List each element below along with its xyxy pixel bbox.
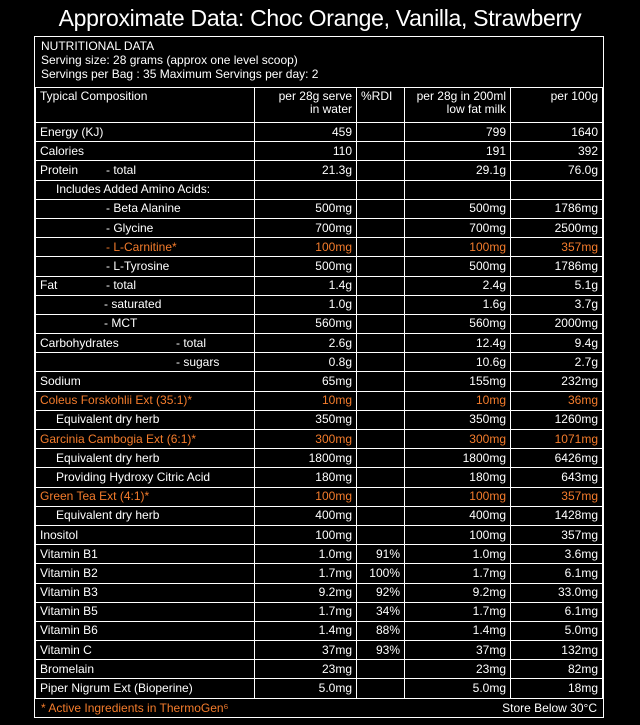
cell-c4: 2.4g (405, 276, 511, 295)
cell-c3 (357, 161, 405, 180)
cell-c5: 643mg (511, 468, 603, 487)
table-row (36, 372, 603, 391)
row-label-text: Equivalent dry herb (56, 508, 160, 523)
row-label (36, 257, 255, 276)
cell-c2: 65mg (255, 372, 357, 391)
cell-c2: 100mg (255, 487, 357, 506)
cell-c4: 350mg (405, 410, 511, 429)
table-row (36, 334, 603, 353)
row-label-text: Garcinia Cambogia Ext (6:1)* (40, 431, 197, 446)
cell-c3 (357, 410, 405, 429)
storage-note: Store Below 30°C (502, 700, 597, 715)
cell-c3 (357, 314, 405, 333)
cell-c5: 82mg (511, 660, 603, 679)
row-label (36, 430, 255, 449)
cell-c5: 3.6mg (511, 545, 603, 564)
servings-per-bag: Servings per Bag : 35 Maximum Servings per day: 2 (41, 67, 319, 81)
cell-c3 (357, 487, 405, 506)
header-per-serve-water-line1: per 28g serve (278, 89, 352, 103)
nutrition-info (35, 37, 603, 87)
cell-c2: 1.7mg (255, 564, 357, 583)
cell-c5: 1071mg (511, 430, 603, 449)
cell-c3: 34% (357, 602, 405, 621)
serving-size: Serving size: 28 grams (approx one level scoop) (41, 53, 298, 67)
row-label-text: - L-Carnitine* (106, 239, 177, 254)
cell-c4: 700mg (405, 218, 511, 237)
row-label (36, 276, 255, 295)
row-label-text: Bromelain (40, 661, 95, 676)
table-row (36, 410, 603, 429)
cell-c5: 3.7g (511, 295, 603, 314)
row-label (36, 506, 255, 525)
row-label (36, 238, 255, 257)
cell-c5: 33.0mg (511, 583, 603, 602)
row-label (36, 123, 255, 142)
cell-c3 (357, 295, 405, 314)
cell-c4: 155mg (405, 372, 511, 391)
table-row (36, 525, 603, 544)
table-row (36, 123, 603, 142)
row-label (36, 410, 255, 429)
cell-c5: 1428mg (511, 506, 603, 525)
table-row (36, 449, 603, 468)
table-row (36, 545, 603, 564)
cell-c4: 300mg (405, 430, 511, 449)
cell-c4: 191 (405, 142, 511, 161)
cell-c5: 1786mg (511, 199, 603, 218)
cell-c2: 0.8g (255, 353, 357, 372)
cell-c5: 357mg (511, 238, 603, 257)
header-per-100g: per 100g (511, 88, 603, 123)
table-row (36, 621, 603, 640)
row-label-text: Green Tea Ext (4:1)* (40, 489, 150, 504)
cell-c3 (357, 430, 405, 449)
cell-c4: 12.4g (405, 334, 511, 353)
cell-c5: 5.1g (511, 276, 603, 295)
cell-c2: 400mg (255, 506, 357, 525)
cell-c4: 37mg (405, 641, 511, 660)
table-row (36, 257, 603, 276)
cell-c2: 1.4mg (255, 621, 357, 640)
row-label-text: - L-Tyrosine (106, 258, 170, 273)
cell-c5: 76.0g (511, 161, 603, 180)
header-rdi: %RDI (357, 88, 405, 123)
table-row (36, 564, 603, 583)
cell-c4: 1.6g (405, 295, 511, 314)
cell-c5: 2000mg (511, 314, 603, 333)
row-label-text: Sodium (40, 374, 81, 389)
row-label-text: Providing Hydroxy Citric Acid (56, 469, 211, 484)
table-header-row (36, 88, 603, 123)
cell-c2: 2.6g (255, 334, 357, 353)
header-per-serve-milk-line2: low fat milk (446, 102, 506, 116)
table-row (36, 180, 603, 199)
cell-c2: 500mg (255, 199, 357, 218)
cell-c3 (357, 257, 405, 276)
cell-c3 (357, 180, 405, 199)
cell-c2: 180mg (255, 468, 357, 487)
row-label (36, 372, 255, 391)
row-label-text: Vitamin B3 (40, 585, 98, 600)
cell-c3 (357, 218, 405, 237)
cell-c3: 88% (357, 621, 405, 640)
cell-c5: 6.1mg (511, 602, 603, 621)
row-label-text: Equivalent dry herb (56, 450, 160, 465)
row-sublabel: - total (106, 162, 137, 177)
cell-c2: 350mg (255, 410, 357, 429)
table-row (36, 602, 603, 621)
cell-c3 (357, 679, 405, 698)
cell-c2: 1.4g (255, 276, 357, 295)
cell-c5: 6426mg (511, 449, 603, 468)
nutrition-table (35, 87, 603, 699)
table-row (36, 391, 603, 410)
cell-c2: 500mg (255, 257, 357, 276)
row-label (36, 660, 255, 679)
table-row (36, 238, 603, 257)
table-row (36, 218, 603, 237)
row-label (36, 621, 255, 640)
row-label-text: - Beta Alanine (106, 201, 181, 216)
row-label (36, 679, 255, 698)
table-row (36, 487, 603, 506)
row-label-text: Vitamin B1 (40, 546, 98, 561)
table-row (36, 199, 603, 218)
page-title: Approximate Data: Choc Orange, Vanilla, Strawberry (58, 5, 582, 31)
cell-c3: 92% (357, 583, 405, 602)
row-label-text: - sugars (176, 354, 220, 369)
cell-c2: 37mg (255, 641, 357, 660)
cell-c4 (405, 180, 511, 199)
cell-c4: 100mg (405, 238, 511, 257)
row-label (36, 161, 255, 180)
cell-c3 (357, 276, 405, 295)
cell-c2: 9.2mg (255, 583, 357, 602)
cell-c2: 23mg (255, 660, 357, 679)
cell-c2: 10mg (255, 391, 357, 410)
cell-c5: 6.1mg (511, 564, 603, 583)
row-label (36, 468, 255, 487)
cell-c3 (357, 525, 405, 544)
cell-c2: 110 (255, 142, 357, 161)
header-per-serve-water (255, 88, 357, 123)
cell-c3 (357, 199, 405, 218)
row-label (36, 295, 255, 314)
cell-c4: 10mg (405, 391, 511, 410)
row-sublabel: - total (176, 335, 207, 350)
row-label-text: Calories (40, 143, 85, 158)
row-label-text: - saturated (104, 297, 162, 312)
table-row (36, 506, 603, 525)
table-row (36, 295, 603, 314)
row-label-text: Vitamin C (40, 642, 92, 657)
table-row (36, 353, 603, 372)
cell-c5: 232mg (511, 372, 603, 391)
cell-c4: 180mg (405, 468, 511, 487)
cell-c2: 21.3g (255, 161, 357, 180)
cell-c2: 100mg (255, 238, 357, 257)
cell-c5: 36mg (511, 391, 603, 410)
cell-c4: 500mg (405, 199, 511, 218)
cell-c4: 100mg (405, 525, 511, 544)
row-label-text: - MCT (104, 316, 138, 331)
row-label (36, 391, 255, 410)
row-label (36, 314, 255, 333)
cell-c4: 799 (405, 123, 511, 142)
header-per-serve-milk (405, 88, 511, 123)
row-label-text: Vitamin B5 (40, 604, 98, 619)
row-label (36, 545, 255, 564)
cell-c4: 9.2mg (405, 583, 511, 602)
cell-c5: 2500mg (511, 218, 603, 237)
row-label (36, 487, 255, 506)
table-row (36, 142, 603, 161)
cell-c4: 560mg (405, 314, 511, 333)
nutrition-panel (34, 36, 604, 718)
row-label (36, 564, 255, 583)
row-label (36, 525, 255, 544)
cell-c5: 18mg (511, 679, 603, 698)
table-row (36, 161, 603, 180)
header-per-serve-water-line2: in water (309, 102, 352, 116)
row-label-text: Includes Added Amino Acids: (56, 182, 211, 197)
cell-c3 (357, 238, 405, 257)
row-sublabel: - total (106, 278, 137, 293)
row-label-text: Protein (40, 162, 79, 177)
row-label (36, 583, 255, 602)
table-footer (35, 699, 603, 717)
cell-c4: 1.7mg (405, 602, 511, 621)
header-per-serve-milk-line1: per 28g in 200ml (416, 89, 506, 103)
row-label-text: Equivalent dry herb (56, 412, 160, 427)
cell-c4: 400mg (405, 506, 511, 525)
row-label (36, 199, 255, 218)
cell-c3 (357, 123, 405, 142)
cell-c2: 560mg (255, 314, 357, 333)
row-label-text: - Glycine (106, 220, 154, 235)
row-label-text: Vitamin B2 (40, 565, 98, 580)
row-label (36, 449, 255, 468)
cell-c5: 132mg (511, 641, 603, 660)
cell-c2: 700mg (255, 218, 357, 237)
cell-c5: 1260mg (511, 410, 603, 429)
cell-c2 (255, 180, 357, 199)
cell-c5: 357mg (511, 487, 603, 506)
cell-c5 (511, 180, 603, 199)
cell-c5: 5.0mg (511, 621, 603, 640)
cell-c4: 10.6g (405, 353, 511, 372)
cell-c2: 459 (255, 123, 357, 142)
table-row (36, 641, 603, 660)
cell-c2: 5.0mg (255, 679, 357, 698)
cell-c3 (357, 372, 405, 391)
row-label-text: Coleus Forskohlii Ext (35:1)* (40, 393, 193, 408)
cell-c3 (357, 391, 405, 410)
cell-c2: 1.0g (255, 295, 357, 314)
table-row (36, 276, 603, 295)
cell-c2: 1.0mg (255, 545, 357, 564)
cell-c5: 1640 (511, 123, 603, 142)
cell-c2: 100mg (255, 525, 357, 544)
cell-c3: 91% (357, 545, 405, 564)
cell-c4: 5.0mg (405, 679, 511, 698)
cell-c3 (357, 449, 405, 468)
cell-c4: 1.4mg (405, 621, 511, 640)
table-row (36, 660, 603, 679)
table-row (36, 679, 603, 698)
row-label (36, 602, 255, 621)
cell-c3 (357, 506, 405, 525)
row-label (36, 218, 255, 237)
row-label-text: Energy (KJ) (40, 124, 104, 139)
cell-c4: 1.0mg (405, 545, 511, 564)
cell-c5: 392 (511, 142, 603, 161)
active-ingredients-note: * Active Ingredients in ThermoGen⁶ (41, 700, 229, 715)
cell-c3: 100% (357, 564, 405, 583)
cell-c4: 29.1g (405, 161, 511, 180)
cell-c2: 1.7mg (255, 602, 357, 621)
row-label (36, 142, 255, 161)
info-heading: NUTRITIONAL DATA (41, 39, 155, 53)
header-composition: Typical Composition (36, 88, 255, 123)
table-row (36, 314, 603, 333)
cell-c4: 500mg (405, 257, 511, 276)
cell-c3 (357, 660, 405, 679)
row-label-text: Piper Nigrum Ext (Bioperine) (40, 681, 193, 696)
row-label (36, 353, 255, 372)
cell-c3 (357, 334, 405, 353)
cell-c5: 9.4g (511, 334, 603, 353)
cell-c4: 1800mg (405, 449, 511, 468)
row-label-text: Inositol (40, 527, 79, 542)
row-label-text: Fat (40, 278, 58, 293)
cell-c5: 357mg (511, 525, 603, 544)
cell-c3 (357, 353, 405, 372)
cell-c5: 1786mg (511, 257, 603, 276)
cell-c5: 2.7g (511, 353, 603, 372)
cell-c3: 93% (357, 641, 405, 660)
row-label-text: Vitamin B6 (40, 623, 98, 638)
cell-c4: 100mg (405, 487, 511, 506)
table-row (36, 468, 603, 487)
cell-c2: 300mg (255, 430, 357, 449)
row-label (36, 334, 255, 353)
row-label-text: Carbohydrates (40, 335, 119, 350)
cell-c3 (357, 468, 405, 487)
table-row (36, 583, 603, 602)
table-row (36, 430, 603, 449)
cell-c4: 1.7mg (405, 564, 511, 583)
cell-c3 (357, 142, 405, 161)
row-label (36, 180, 255, 199)
cell-c4: 23mg (405, 660, 511, 679)
cell-c2: 1800mg (255, 449, 357, 468)
row-label (36, 641, 255, 660)
